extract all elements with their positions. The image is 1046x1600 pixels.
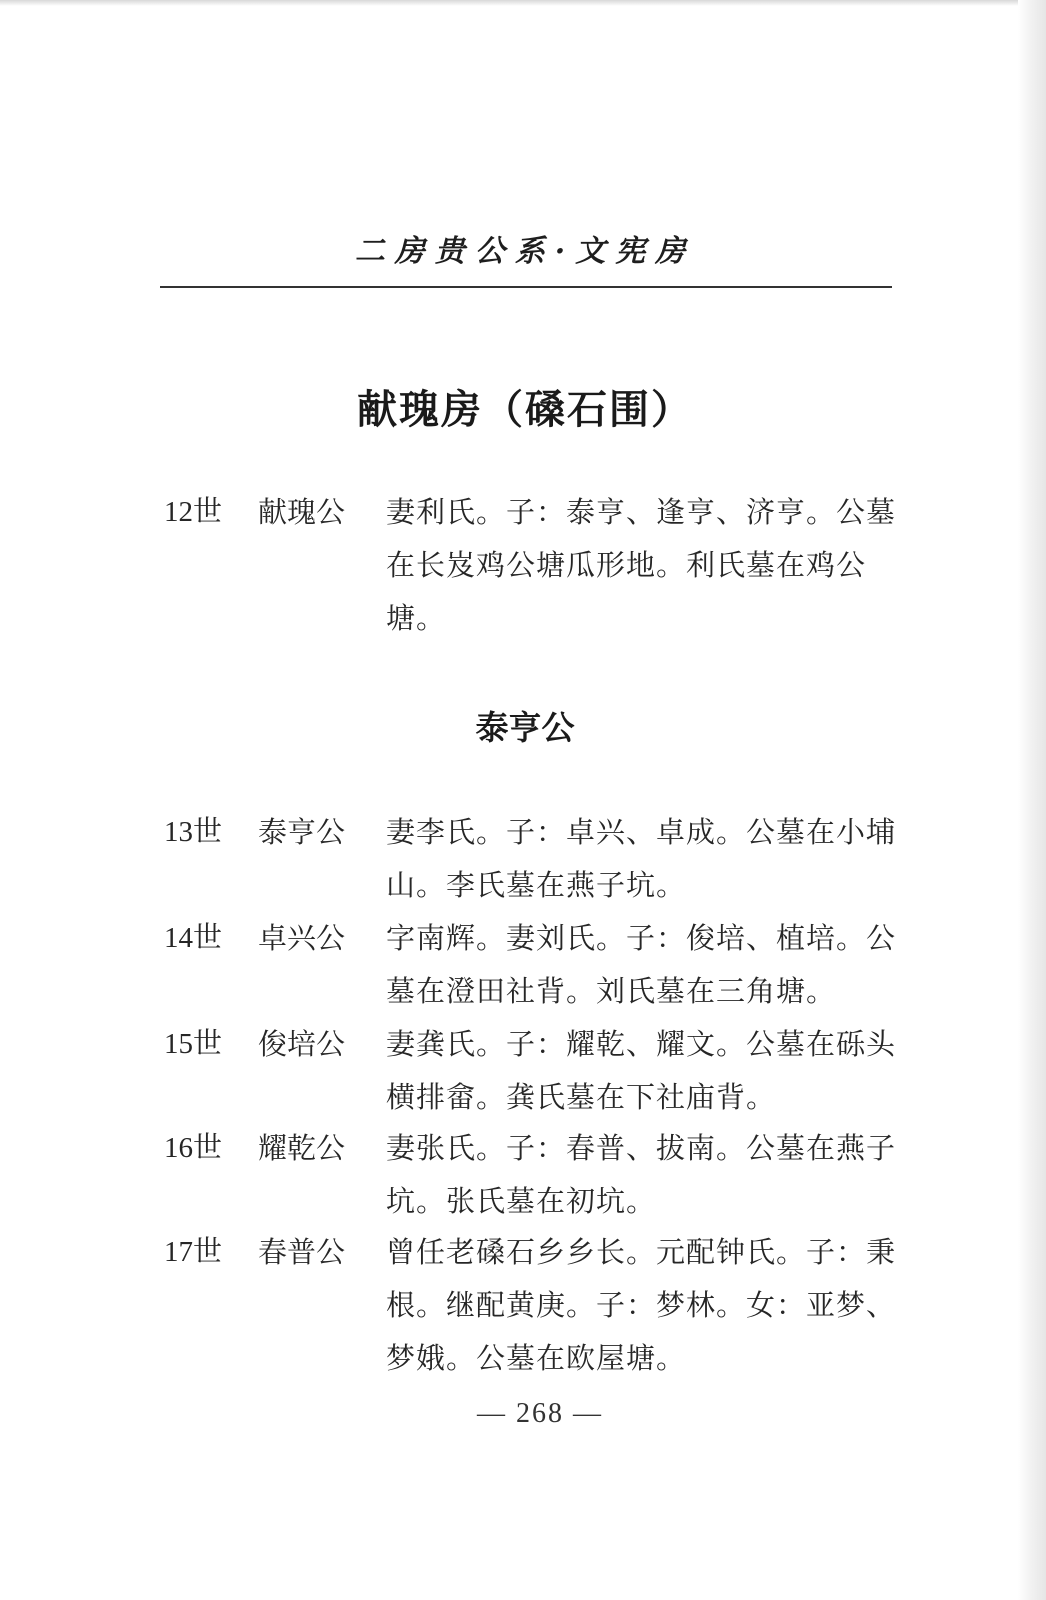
generation-label: 15世 xyxy=(164,1028,223,1060)
entry-description: 妻龚氏。子：耀乾、耀文。公墓在砾头横排畲。龚氏墓在下社庙背。 xyxy=(386,1027,897,1114)
ancestor-name: 献瑰公 xyxy=(258,495,346,529)
section-title: 献瑰房（磉石围） xyxy=(357,386,693,433)
genealogy-entry-17 xyxy=(160,1226,910,1385)
genealogy-entry-15 xyxy=(160,1018,910,1124)
ancestor-name: 俊培公 xyxy=(258,1027,346,1061)
ancestor-name: 春普公 xyxy=(258,1235,346,1269)
entry-description: 妻利氏。子：泰亨、逢亨、济亨。公墓在长岌鸡公塘瓜形地。利氏墓在鸡公塘。 xyxy=(386,495,897,635)
genealogy-entry-13 xyxy=(160,806,910,912)
generation-label: 14世 xyxy=(164,922,223,954)
subsection-title: 泰亨公 xyxy=(475,708,575,747)
entry-description: 妻张氏。子：春普、拔南。公墓在燕子坑。张氏墓在初坑。 xyxy=(386,1131,897,1218)
ancestor-name: 泰亨公 xyxy=(258,815,346,849)
ancestor-name: 耀乾公 xyxy=(258,1131,346,1165)
generation-label: 12世 xyxy=(164,496,223,528)
page-top-edge xyxy=(0,0,1046,6)
genealogy-entry-14 xyxy=(160,912,910,1018)
running-header: 二房贵公系·文宪房 xyxy=(354,234,696,269)
page-right-edge xyxy=(1018,0,1046,1600)
ancestor-name: 卓兴公 xyxy=(258,921,346,955)
entry-description: 字南辉。妻刘氏。子：俊培、植培。公墓在澄田社背。刘氏墓在三角塘。 xyxy=(386,921,897,1008)
header-rule xyxy=(160,286,892,288)
genealogy-entry-16 xyxy=(160,1122,910,1228)
generation-label: 17世 xyxy=(164,1236,223,1268)
entry-description: 妻李氏。子：卓兴、卓成。公墓在小埔山。李氏墓在燕子坑。 xyxy=(386,815,897,902)
generation-label: 13世 xyxy=(164,816,223,848)
entry-description: 曾任老磉石乡乡长。元配钟氏。子：秉根。继配黄庚。子：梦林。女：亚梦、梦娥。公墓在欧屋塘。 xyxy=(386,1235,897,1375)
genealogy-entry-12 xyxy=(160,486,910,645)
generation-label: 16世 xyxy=(164,1132,223,1164)
page-number: — 268 — xyxy=(477,1398,603,1429)
